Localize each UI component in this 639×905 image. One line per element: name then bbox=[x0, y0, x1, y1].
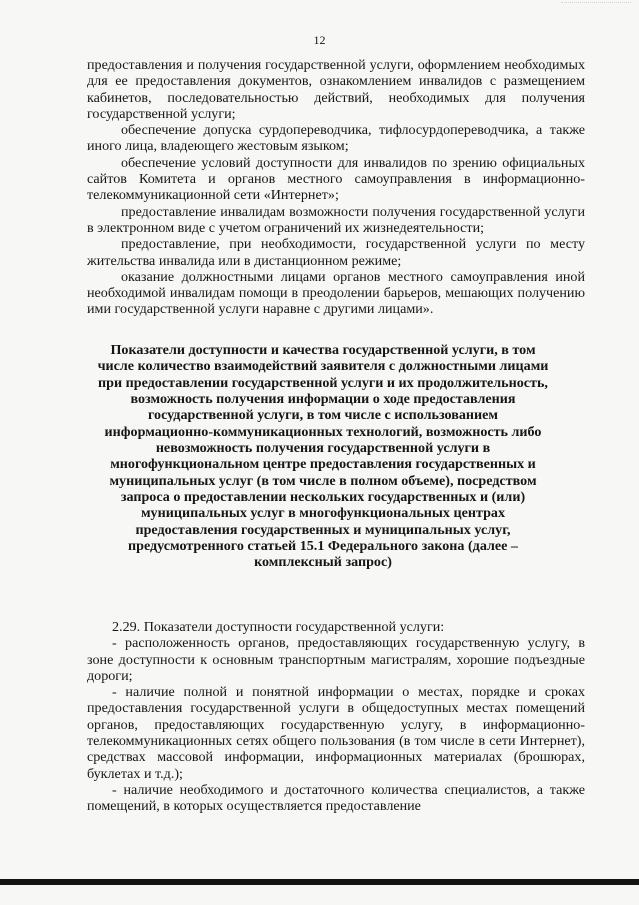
list-item: - расположенность органов, предоставляющих государственную услугу, в зоне доступности к основным транспортным магистралям, хорошие подъездные дороги; bbox=[87, 635, 585, 684]
paragraph: обеспечение допуска сурдопереводчика, тифлосурдопереводчика, а также иного лица, владеющего жестовым языком; bbox=[87, 122, 585, 155]
top-paragraphs bbox=[87, 57, 585, 318]
paragraph: оказание должностными лицами органов местного самоуправления иной необходимой инвалидам помощи в преодолении барьеров, мешающих получению ими государственной услуги наравне с другими лицами». bbox=[87, 268, 585, 318]
section-heading: Показатели доступности и качества государственной услуги, в том числе количество взаимодействий заявителя с должностными лицами при предоставлении государственной услуги и их продолжительность, возможность получения информации о ходе предоставления государственной услуги, в том числе с использованием информационно-коммуникационных технологий, возможность либо невозможность получения государственной услуги в многофункциональном центре предоставления государственных и муниципальных услуг (в том числе в полном объеме), посредством запроса о предоставлении нескольких государственных и (или) муниципальных услуг в многофункциональных центрах предоставления государственных и муниципальных услуг, предусмотренного статьей 15.1 Федерального закона (далее – комплексный запрос) bbox=[97, 342, 549, 571]
section-2-29 bbox=[87, 619, 585, 815]
page-bottom-margin bbox=[0, 885, 639, 905]
list-item: - наличие полной и понятной информации о местах, порядке и сроках предоставления государственной услуги в общедоступных местах помещений органов, предоставляющих государственную услугу, в информационно-телекоммуникационных сетях общего пользования (в том числе в сети Интернет), средствах массовой информации, информационных материалах (брошюрах, буклетах и т.д.); bbox=[87, 684, 585, 782]
paragraph: предоставление инвалидам возможности получения государственной услуги в электронном виде с учетом ограничений их жизнедеятельности; bbox=[87, 203, 585, 236]
section-title: 2.29. Показатели доступности государственной услуги: bbox=[112, 619, 445, 635]
list-item: - наличие необходимого и достаточного количества специалистов, а также помещений, в которых осуществляется предоставление bbox=[87, 781, 585, 815]
page-number: 12 bbox=[313, 33, 326, 47]
paragraph: предоставление, при необходимости, государственной услуги по месту жительства инвалида или в дистанционном режиме; bbox=[87, 236, 585, 269]
paragraph: обеспечение условий доступности для инвалидов по зрению официальных сайтов Комитета и органов местного самоуправления в информационно-телекоммуникационной сети «Интернет»; bbox=[87, 154, 585, 204]
scan-corner-mark bbox=[561, 2, 631, 8]
paragraph-continuation: предоставления и получения государственной услуги, оформлением необходимых для ее предоставления документов, ознакомлением инвалидов с размещением кабинетов, последовательностью действий, необходимых для получения государственной услуги; bbox=[87, 57, 585, 122]
